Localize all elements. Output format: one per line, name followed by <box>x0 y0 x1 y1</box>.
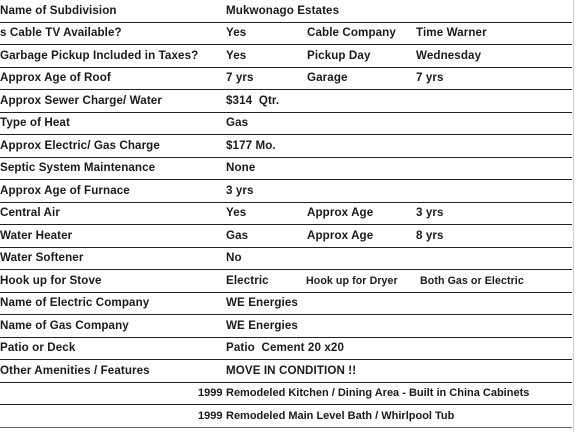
row-heat-type <box>0 112 572 135</box>
row-water-softener <box>0 247 572 270</box>
label-furnace-age: Approx Age of Furnace <box>0 184 130 197</box>
page-edge-line <box>573 0 574 432</box>
label-subdivision: Name of Subdivision <box>0 4 117 17</box>
value-central-air-age: 3 yrs <box>416 206 444 219</box>
value-water-heater-age: 8 yrs <box>416 229 444 242</box>
label-septic: Septic System Maintenance <box>0 161 156 174</box>
note-year-kitchen: 1999 <box>198 387 223 399</box>
note-year-bath: 1999 <box>198 410 223 422</box>
value-furnace-age: 3 yrs <box>226 184 254 197</box>
value-septic: None <box>226 161 256 174</box>
value-subdivision: Mukwonago Estates <box>226 4 340 17</box>
value-central-air: Yes <box>226 206 247 219</box>
label-central-air: Central Air <box>0 206 60 219</box>
label-amenities: Other Amenities / Features <box>0 364 150 377</box>
label-electric-gas-charge: Approx Electric/ Gas Charge <box>0 139 160 152</box>
value-roof-age: 7 yrs <box>226 71 254 84</box>
value-amenities: MOVE IN CONDITION !! <box>226 364 357 377</box>
label-patio-deck: Patio or Deck <box>0 341 76 354</box>
label-water-softener: Water Softener <box>0 251 84 264</box>
note-text-bath: Remodeled Main Level Bath / Whirlpool Tub <box>226 410 455 422</box>
row-stove-hookup <box>0 270 572 293</box>
value-electric-company: WE Energies <box>226 296 298 309</box>
label-dryer-hookup: Hook up for Dryer <box>306 275 398 287</box>
label-cable-company: Cable Company <box>307 26 396 39</box>
row-cable-tv <box>0 22 572 45</box>
row-central-air <box>0 202 572 225</box>
row-amenities <box>0 360 572 383</box>
row-furnace-age <box>0 180 572 203</box>
value-patio-deck: Patio Cement 20 x20 <box>226 341 344 354</box>
row-gas-company <box>0 315 572 338</box>
row-electric-company <box>0 292 572 315</box>
row-sewer-charge <box>0 90 572 113</box>
label-central-air-age: Approx Age <box>307 206 374 219</box>
value-garbage-pickup: Yes <box>226 49 247 62</box>
value-water-heater: Gas <box>226 229 249 242</box>
row-septic <box>0 157 572 180</box>
label-cable-tv: s Cable TV Available? <box>0 26 122 39</box>
label-roof-age: Approx Age of Roof <box>0 71 111 84</box>
label-water-heater-age: Approx Age <box>307 229 374 242</box>
note-row-kitchen <box>0 382 572 405</box>
label-garbage-pickup: Garbage Pickup Included in Taxes? <box>0 49 199 62</box>
value-heat-type: Gas <box>226 116 249 129</box>
label-pickup-day: Pickup Day <box>307 49 371 62</box>
value-cable-company: Time Warner <box>416 26 487 39</box>
value-pickup-day: Wednesday <box>416 49 482 62</box>
value-electric-gas-charge: $177 Mo. <box>226 139 276 152</box>
value-garage: 7 yrs <box>416 71 444 84</box>
label-heat-type: Type of Heat <box>0 116 70 129</box>
value-cable-tv: Yes <box>226 26 247 39</box>
label-water-heater: Water Heater <box>0 229 73 242</box>
row-roof-age <box>0 67 572 90</box>
note-text-kitchen: Remodeled Kitchen / Dining Area - Built in China Cabinets <box>226 387 530 399</box>
value-dryer-hookup: Both Gas or Electric <box>420 275 524 287</box>
label-garage: Garage <box>307 71 348 84</box>
label-electric-company: Name of Electric Company <box>0 296 150 309</box>
row-patio-deck <box>0 337 572 360</box>
label-stove-hookup: Hook up for Stove <box>0 274 102 287</box>
value-gas-company: WE Energies <box>226 319 298 332</box>
value-water-softener: No <box>226 251 242 264</box>
row-water-heater <box>0 225 572 248</box>
row-electric-gas-charge <box>0 135 572 158</box>
note-row-bath <box>0 405 572 428</box>
row-garbage-pickup <box>0 45 572 68</box>
row-subdivision <box>0 0 572 23</box>
value-sewer-charge: $314 Qtr. <box>226 94 280 107</box>
label-gas-company: Name of Gas Company <box>0 319 129 332</box>
value-stove-hookup: Electric <box>226 274 269 287</box>
label-sewer-charge: Approx Sewer Charge/ Water <box>0 94 162 107</box>
